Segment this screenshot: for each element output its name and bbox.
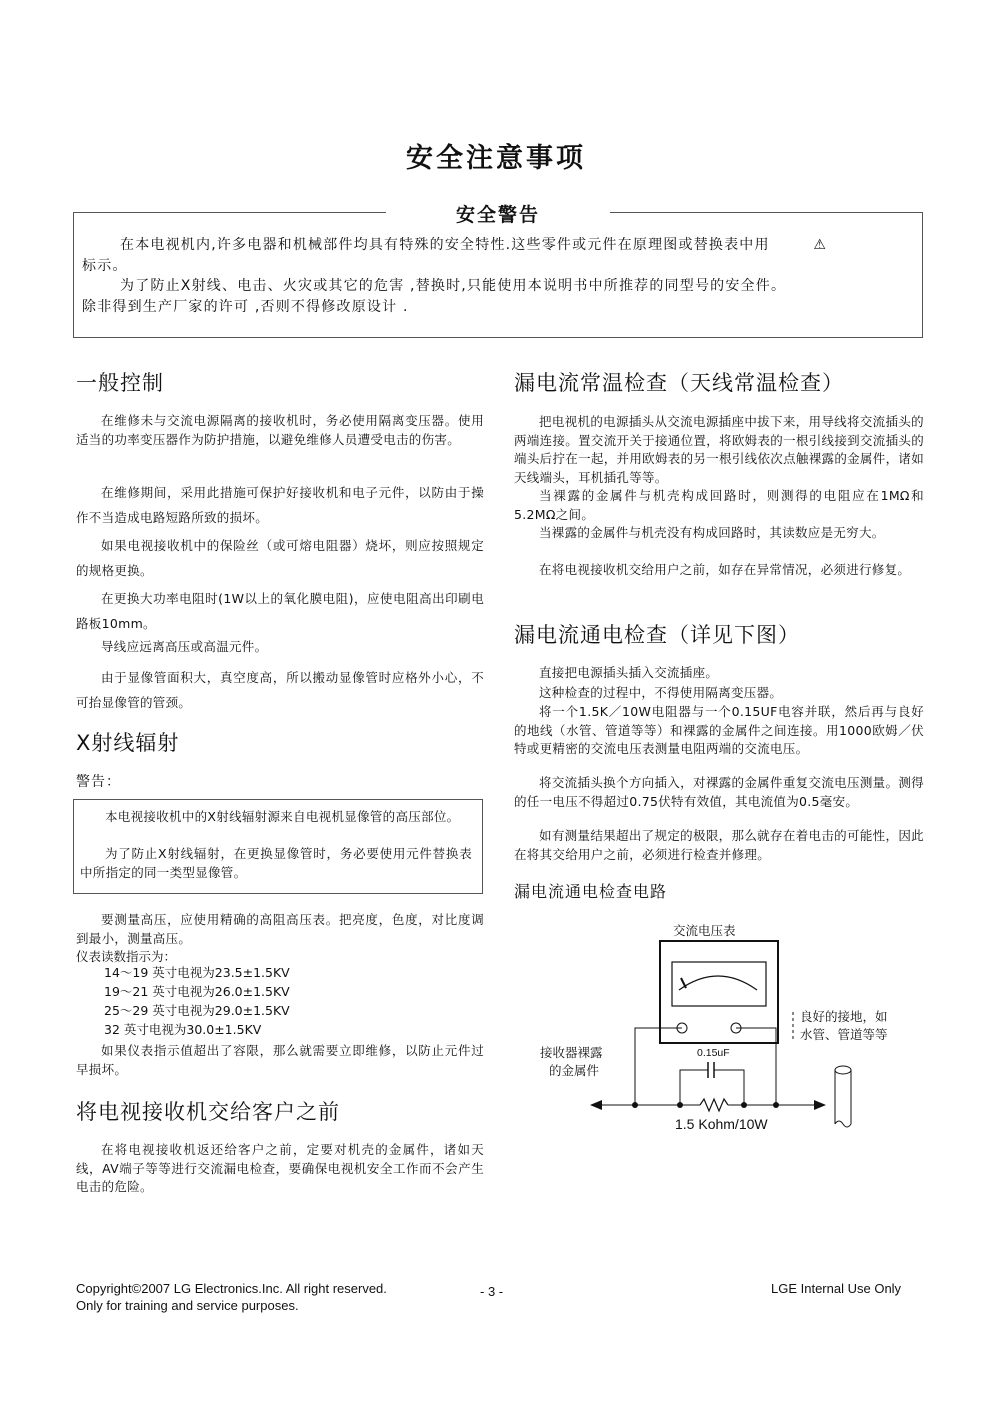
warning-para1-line2: 标示。 — [82, 258, 128, 274]
before-delivery-p1: 在将电视接收机返还给客户之前，定要对机壳的金属件，诸如天线，AV端子等等进行交流漏电检查，要确保电视机安全工作而不会产生电击的危险。 — [76, 1142, 484, 1194]
xray-over-limit-p: 如果仪表指示值超出了容限，那么就需要立即维修，以防止元件过早损坏。 — [76, 1043, 484, 1077]
safety-warning-heading: 安全警告 — [386, 200, 610, 227]
general-control-p4: 在更换大功率电阻时(1W以上的氧化膜电阻)，应使电阻高出印刷电路板10mm。 — [76, 591, 484, 631]
leak-live-p2: 这种检查的过程中，不得使用隔离变压器。 — [539, 685, 783, 700]
xray-reading-2: 19～21 英寸电视为26.0±1.5KV — [104, 984, 290, 999]
leak-cold-p1: 把电视机的电源插头从交流电源插座中拔下来，用导线将交流插头的两端连接。置交流开关于接通位置，将欧姆表的一根引线接到交流插头的端头后拧在一起，并用欧姆表的另一根引线依次点触裸露的金属件，诸如天线端头，耳机插孔等等。 — [514, 414, 924, 485]
xray-reading-3: 25～29 英寸电视为29.0±1.5KV — [104, 1003, 290, 1018]
xray-reading-4: 32 英寸电视为30.0±1.5KV — [104, 1022, 262, 1037]
xray-measure-p: 要测量高压，应使用精确的高阻高压表。把亮度，色度，对比度调到最小，测量高压。 — [76, 912, 484, 946]
junction-dot — [773, 1102, 779, 1108]
junction-dot — [741, 1102, 747, 1108]
junction-dot — [632, 1102, 638, 1108]
general-control-p3: 如果电视接收机中的保险丝（或可熔电阻器）烧坏，则应按照规定的规格更换。 — [76, 538, 484, 578]
leak-cold-p2: 当裸露的金属件与机壳构成回路时，则测得的电阻应在1MΩ和5.2MΩ之间。 — [514, 488, 924, 522]
general-control-p2: 在维修期间，采用此措施可保护好接收机和电子元件，以防由于操作不当造成电路短路所致的损坏。 — [76, 485, 484, 525]
capacitor-wire-right — [714, 1070, 744, 1105]
left-lead-wire — [635, 1028, 682, 1105]
leak-cold-p3: 当裸露的金属件与机壳没有构成回路时，其读数应是无穷大。 — [539, 525, 885, 540]
circuit-ground-label-1: 良好的接地，如 — [800, 1009, 888, 1024]
xray-reading-1: 14～19 英寸电视为23.5±1.5KV — [104, 965, 290, 980]
xray-meter-label: 仪表读数指示为： — [76, 949, 177, 964]
circuit-resistor-label: 1.5 Kohm/10W — [675, 1116, 768, 1132]
ground-pipe-bottom — [835, 1121, 851, 1127]
leakage-circuit-diagram — [580, 935, 920, 1140]
junction-dot — [677, 1102, 683, 1108]
footer-training: Only for training and service purposes. — [76, 1298, 299, 1313]
leak-live-p1: 直接把电源插头插入交流插座。 — [539, 665, 719, 680]
right-arrow — [814, 1100, 826, 1110]
resistor-symbol — [700, 1099, 728, 1111]
leak-live-p5: 如有测量结果超出了规定的极限，那么就存在着电击的可能性，因此在将其交给用户之前，必须进行检查并修理。 — [514, 828, 924, 862]
circuit-ground-label-2: 水管、管道等等 — [800, 1027, 888, 1042]
ground-pipe-top — [835, 1066, 851, 1074]
page-title: 安全注意事项 — [406, 143, 586, 174]
footer-page-number: - 3 - — [480, 1284, 504, 1299]
warning-triangle-icon: ⚠ — [813, 237, 828, 253]
left-arrow — [590, 1100, 602, 1110]
warning-line-1 — [82, 235, 917, 256]
xray-box-p1: 本电视接收机中的X射线辐射源来自电视机显像管的高压部位。 — [105, 809, 460, 824]
circuit-capacitor-label: 0.15uF — [697, 1047, 730, 1059]
warning-para2-line2: 除非得到生产厂家的许可 ,否则不得修改原设计 . — [82, 299, 409, 315]
general-control-p5: 导线应远离高压或高温元件。 — [101, 639, 268, 654]
leak-cold-heading: 漏电流常温检查（天线常温检查） — [514, 371, 844, 395]
warning-para1-line1: 在本电视机内,许多电器和机械部件均具有特殊的安全特性.这些零件或元件在原理图或替换表中用 — [120, 237, 770, 253]
before-delivery-heading: 将电视接收机交给客户之前 — [76, 1100, 340, 1124]
circuit-metal-label-2: 的金属件 — [549, 1063, 600, 1078]
xray-warning-label: 警告： — [76, 774, 121, 790]
footer-copyright: Copyright©2007 LG Electronics.Inc. All right reserved. — [76, 1281, 387, 1296]
general-control-p6: 由于显像管面积大，真空度高，所以搬动显像管时应格外小心，不可抬显像管的管颈。 — [76, 670, 484, 710]
voltmeter-dial — [672, 962, 766, 1006]
right-lead-wire — [736, 1028, 776, 1105]
footer-internal-use: LGE Internal Use Only — [771, 1281, 902, 1296]
leak-live-heading: 漏电流通电检查（详见下图） — [514, 623, 800, 647]
xray-box-p2: 为了防止X射线辐射，在更换显像管时，务必要使用元件替换表中所指定的同一类型显像管。 — [80, 846, 472, 880]
circuit-metal-label-1: 接收器裸露 — [540, 1045, 603, 1060]
general-control-heading: 一般控制 — [76, 371, 164, 395]
leak-live-p4: 将交流插头换个方向插入，对裸露的金属件重复交流电压测量。测得的任一电压不得超过0.75伏特有效值，其电流值为0.5毫安。 — [514, 775, 924, 809]
general-control-p1: 在维修未与交流电源隔离的接收机时，务必使用隔离变压器。使用适当的功率变压器作为防护措施，以避免维修人员遭受电击的伤害。 — [76, 413, 484, 447]
circuit-heading: 漏电流通电检查电路 — [514, 882, 668, 901]
warning-para2-line1: 为了防止X射线、电击、火灾或其它的危害 ,替换时,只能使用本说明书中所推荐的同型号的安全件。 — [120, 278, 787, 294]
leak-live-p3: 将一个1.5K／10W电阻器与一个0.15UF电容并联，然后再与良好的地线（水管、管道等等）和裸露的金属件之间连接。用1000欧姆／伏特或更精密的交流电压表测量电阻两端的交流电压。 — [514, 704, 924, 756]
circuit-meter-label: 交流电压表 — [673, 923, 736, 938]
leak-cold-p4: 在将电视接收机交给用户之前，如存在异常情况，必须进行修复。 — [539, 562, 911, 577]
voltmeter-scale-arc — [679, 976, 757, 990]
xray-heading: X射线辐射 — [76, 731, 180, 755]
